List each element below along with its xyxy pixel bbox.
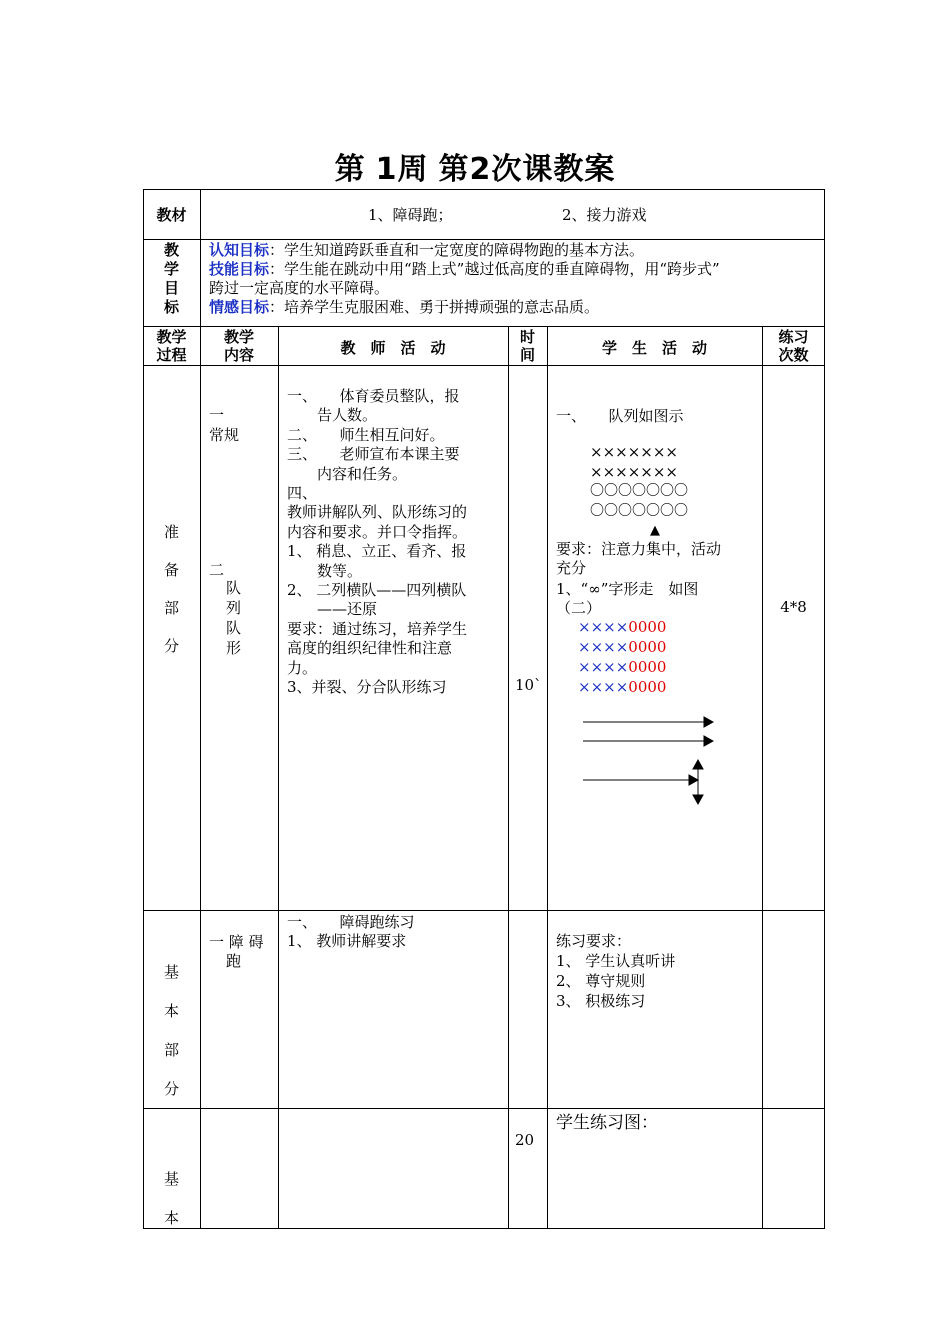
page-title: 第 1周 第2次课教案 bbox=[334, 152, 616, 187]
row-divider bbox=[143, 910, 825, 911]
formation-row: 〇〇〇〇〇〇〇 bbox=[590, 502, 688, 519]
line-row: ××××0000 bbox=[578, 638, 667, 656]
header-count: 练习 次数 bbox=[778, 328, 809, 364]
header-student: 学 生 活 动 bbox=[601, 339, 707, 357]
line-row: ××××0000 bbox=[578, 658, 667, 676]
prep-count: 4*8 bbox=[780, 598, 807, 616]
basic2-student-diagram-title: 学生练习图： bbox=[556, 1113, 658, 1133]
arrow-head bbox=[689, 775, 698, 785]
basic2-stage-label: 基 本 bbox=[163, 1170, 179, 1227]
row-divider bbox=[143, 1108, 825, 1109]
col-divider bbox=[200, 239, 201, 327]
prep-time: 10` bbox=[515, 676, 542, 694]
formation-row: 〇〇〇〇〇〇〇 bbox=[590, 483, 688, 499]
prep-stage-label: 准 备 部 分 bbox=[163, 523, 179, 655]
header-time: 时 间 bbox=[519, 328, 535, 364]
line-formation bbox=[578, 617, 666, 697]
col-divider bbox=[278, 326, 279, 1229]
row-divider bbox=[143, 239, 825, 240]
header-content: 教学 内容 bbox=[223, 328, 254, 364]
goals-label: 教 学 目 标 bbox=[163, 241, 179, 316]
col-divider bbox=[200, 326, 201, 1229]
arrow-head bbox=[693, 760, 703, 769]
row-divider bbox=[143, 326, 825, 327]
arrow-head bbox=[704, 717, 713, 727]
line-row: ××××0000 bbox=[578, 678, 667, 696]
arrow-head bbox=[704, 736, 713, 746]
figure-eight-walk-ref: （二） bbox=[556, 599, 602, 617]
basic1-teacher-1: 一、 障碍跑练习 bbox=[287, 913, 415, 931]
prep-requirement-1: 要求：注意力集中，活动 bbox=[556, 540, 722, 558]
prep-requirement-2: 充分 bbox=[556, 559, 587, 577]
goals-text: 认知目标：学生知道跨跃垂直和一定宽度的障碍物跑的基本方法。 技能目标：学生能在跳动中用“踏上式”越过低高度的垂直障碍物，用“跨步式” 跨过一定高度的水平障碍。 情感目标：培养学生克服困难、勇于拼搏顽强的意志品质。 bbox=[209, 241, 819, 317]
basic1-content-b: 跑 bbox=[226, 952, 242, 970]
col-divider bbox=[762, 326, 763, 1229]
col-divider bbox=[547, 326, 548, 1229]
figure-eight-walk: 1、“∞”字形走 如图 bbox=[556, 580, 699, 598]
basic1-student-activity: 练习要求： 1、 学生认真听讲 2、 尊守规则 3、 积极练习 bbox=[556, 932, 676, 1010]
prep-content-1: 常规 bbox=[209, 426, 240, 444]
line-row: ××××0000 bbox=[578, 618, 667, 636]
prep-content-2: 队 列 队 形 bbox=[226, 579, 242, 657]
basic1-teacher-2: 1、 教师讲解要求 bbox=[287, 932, 407, 950]
row-divider bbox=[143, 365, 825, 366]
prep-teacher-activity: 一、 体育委员整队，报 告人数。 二、 师生相互问好。 三、 老师宣布本课主要 内容和任务。 四、 教师讲解队列、队形练习的 内容和要求。并口令指挥。 1、 稍息、立正、看齐、报 数等。 2、 二列横队——四列横队 ——还原 要求：通过练习，培养学生 高度的组织纪律性和注意 力。 3、并裂、分合队形练习 bbox=[287, 387, 468, 697]
basic2-time: 20 bbox=[515, 1131, 535, 1149]
basic1-content-a: 一 障 碍 bbox=[209, 933, 264, 951]
basic1-stage-label: 基 本 部 分 bbox=[163, 963, 179, 1098]
material-item-1: 1、障碍跑； bbox=[368, 206, 453, 224]
col-divider bbox=[200, 189, 201, 240]
movement-arrows-diagram bbox=[578, 710, 718, 810]
col-divider bbox=[508, 326, 509, 1229]
header-process: 教学 过程 bbox=[156, 328, 187, 364]
arrow-head bbox=[693, 795, 703, 804]
teacher-marker: ▲ bbox=[650, 523, 660, 538]
prep-content-1-num: 一 bbox=[209, 406, 225, 424]
skill-goal: 技能目标：学生能在跳动中用“踏上式”越过低高度的垂直障碍物，用“跨步式” bbox=[209, 260, 720, 278]
cognitive-goal: 认知目标：学生知道跨跃垂直和一定宽度的障碍物跑的基本方法。 bbox=[209, 241, 645, 259]
formation-row: ××××××× bbox=[590, 443, 678, 461]
formation-diagram bbox=[590, 443, 688, 521]
emotion-goal: 情感目标：培养学生克服困难、勇于拼搏顽强的意志品质。 bbox=[209, 298, 600, 316]
prep-content-2-num: 二 bbox=[209, 561, 225, 579]
formation-row: ××××××× bbox=[590, 462, 678, 481]
material-label: 教材 bbox=[156, 206, 187, 224]
material-item-2: 2、接力游戏 bbox=[562, 206, 647, 224]
header-teacher: 教 师 活 动 bbox=[340, 339, 446, 357]
prep-student-formation-title: 一、 队列如图示 bbox=[556, 407, 684, 425]
